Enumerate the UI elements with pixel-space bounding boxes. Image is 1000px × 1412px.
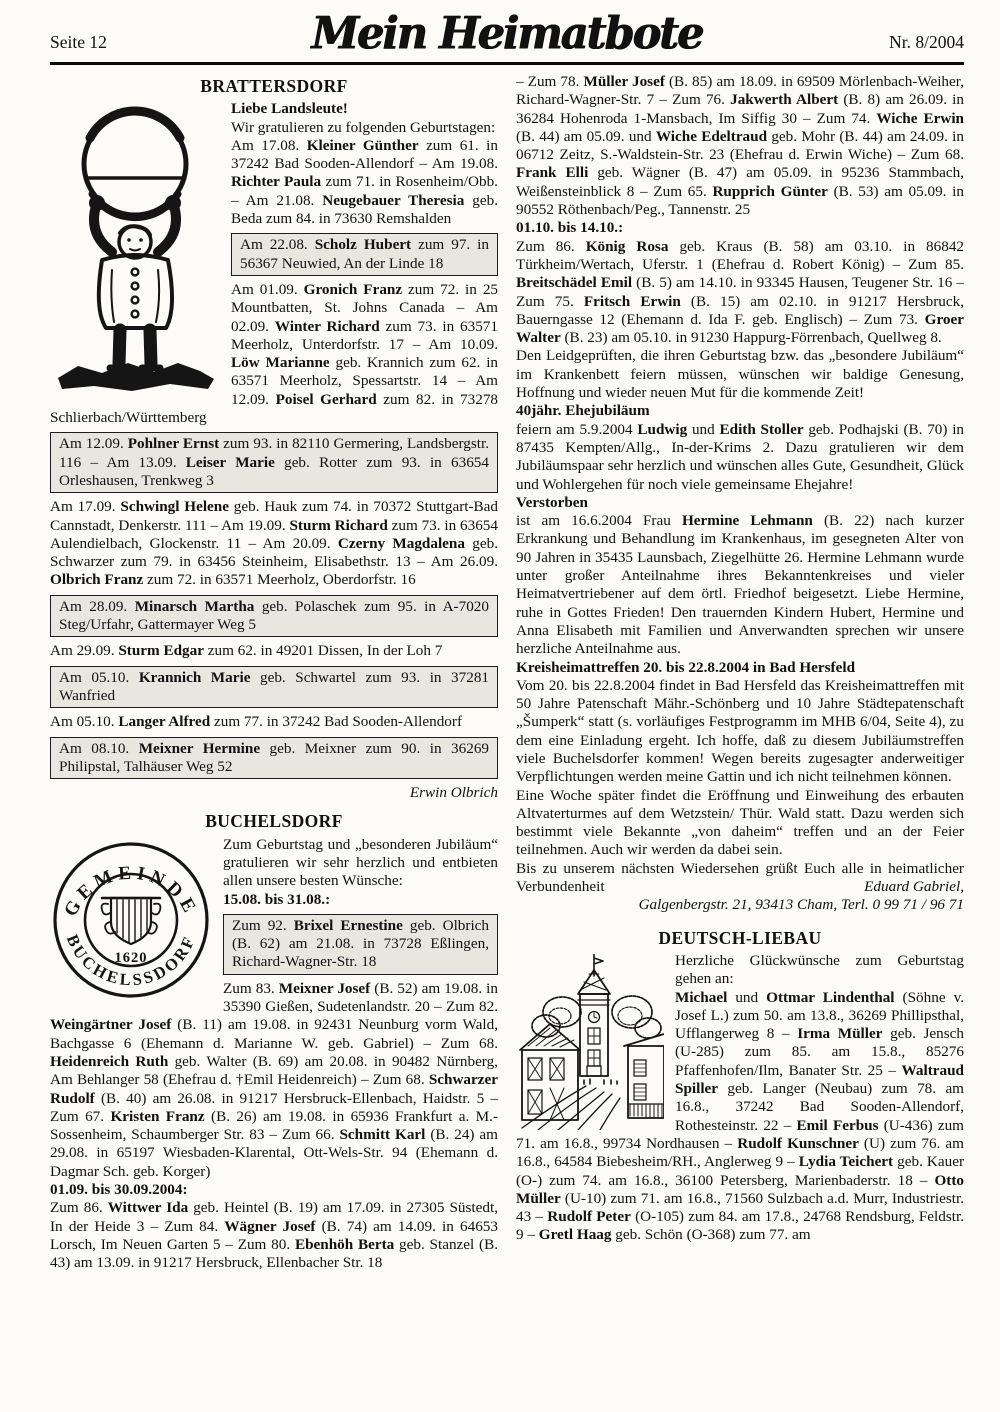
brattersdorf-signature: Erwin Olbrich bbox=[409, 784, 498, 802]
atlas-statue-image bbox=[50, 102, 220, 396]
buchelsdorf-september-birthdays: Zum 86. Wittwer Ida geb. Heintel (B. 19) am 17.09. in 27305 Süstedt, In der Heide 3 – Zum 84. Wägner Josef (B. 74) am 14.09. in 64653 Lorsch, Im Neuen Garten 5 – Zum 80. Ebenhöh Berta geb. Stanzel (B. 43) am 13.09. in 91217 Hersbruck, Ellenbacher Str. 18 bbox=[50, 1199, 499, 1272]
buchelsdorf-condolence-note: Den Leidgeprüften, die ihren Geburtstag bzw. das „besondere Jubiläum“ im Krankenbett feiern müssen, wünschen wir baldige Genesung, Hoffnung und wieder neuen Mut für die kommende Zeit! bbox=[516, 347, 964, 402]
buchelsdorf-signature-name: Eduard Gabriel, bbox=[864, 878, 964, 896]
buchelsdorf-september-birthdays-continued: – Zum 78. Müller Josef (B. 85) am 18.09. in 69509 Mörlenbach-Weiher, Richard-Wagner-Str. 7 – Zum 76. Jakwerth Albert (B. 8) am 26.09. in 36284 Hohenroda 1-Mansbach, Im Siffig 30 – Zum 74. Wiche Erwin (B. 44) am 05.09. und Wiche Edeltraud geb. Mohr (B. 44) am 24.09. in 06712 Zeitz, S.-Waldstein-Str. 23 (Ehefrau d. Erwin Wiche) – Zum 68. Frank Elli geb. Wägner (B. 47) am 05.09. in 95236 Stammbach, Weißensteinblick 8 – Zum 65. Rupprich Günter (B. 53) am 05.09. in 90552 Röthenbach/Peg., Tannenstr. 25 bbox=[516, 73, 965, 219]
buchelsdorf-range-october: 01.10. bis 14.10.: bbox=[516, 219, 624, 237]
buchelsdorf-range-september: 01.09. bis 30.09.2004: bbox=[50, 1181, 188, 1199]
masthead-logo: Mein Heimatbote bbox=[311, 7, 703, 61]
section-title-deutsch-liebau: DEUTSCH-LIEBAU bbox=[658, 927, 822, 948]
section-title-brattersdorf: BRATTERSDORF bbox=[200, 76, 348, 96]
buchelsdorf-signature-address: Galgenbergstr. 21, 93413 Cham, Terl. 0 99 71 / 96 71 bbox=[638, 896, 964, 914]
buchelsdorf-range-august: 15.08. bis 31.08.: bbox=[223, 890, 331, 908]
brattersdorf-sturm-line: Am 29.09. Sturm Edgar zum 62. in 49201 Dissen, In der Loh 7 bbox=[50, 642, 443, 660]
deutsch-liebau-birthdays: Michael und Ottmar Lindenthal (Söhne v. Josef L.) zum 50. am 13.8., 36269 Phillipsthal, Ufflangerweg 8 – Irma Müller geb. Jensch (U-285) zum 85. am 15.8., 85276 Pfaffenhofen/Ilm, Banater Str. 25 – Waltraud Spiller geb. Langer (Neubau) zum 78. am 16.8., 37242 Bad Sooden-Allendorf, Rothesteinstr. 22 – Emil Ferbus (U-436) zum 71. am 16.8., 99734 Nordhausen – Rudolf Kunschner (U) zum 76. am 16.8., 64584 Biebesheim/RH., Anglerweg 9 – Lydia Teichert geb. Kauer (O-) zum 74. am 16.8., 36100 Petersberg, Marienbaderstr. 18 – Otto Müller (U-10) zum 71. am 16.8., 71560 Sulzbach a.d. Murr, Industriestr. 43 – Rudolf Peter (O-105) zum 84. am 17.8., 24768 Rendsburg, Feldstr. 9 – Gretl Haag geb. Schön (O-368) zum 77. am bbox=[516, 988, 965, 1244]
right-column bbox=[516, 73, 964, 1273]
buchelsdorf-seal-image bbox=[50, 838, 212, 1002]
brattersdorf-intro: Wir gratulieren zu folgenden Geburtstagen: bbox=[231, 118, 496, 136]
page-header bbox=[50, 7, 964, 65]
seal-year: 1620 bbox=[114, 949, 148, 966]
highlight-box-minarsch: Am 28.09. Minarsch Martha geb. Polaschek zum 95. in A-7020 Steg/Urfahr, Gattermayer Weg 5 bbox=[50, 595, 498, 638]
buchelsdorf-august-birthdays: Zum 83. Meixner Josef (B. 52) am 19.08. in 35390 Gießen, Sudetenlandstr. 20 – Zum 82. Weingärtner Josef (B. 11) am 19.08. in 92431 Neunburg vorm Wald, Bachgasse 6 (Ehemann d. Marianne W. geb. Gabriel) – Zum 68. Heidenreich Ruth geb. Walter (B. 69) am 20.08. in 90482 Nürnberg, Am Behlanger 58 (Ehefrau d. †Emil Heidenreich) – Zum 68. Schwarzer Rudolf (B. 40) am 26.08. in 91217 Hersbruck-Ellenbach, Haidstr. 5 – Zum 67. Kristen Franz (B. 26) am 19.08. in 65936 Frankfurt a. M.-Sossenheim, Schaumberger Str. 83 – Zum 66. Schmitt Karl (B. 24) am 29.08. in 65197 Wiesbaden-Klarental, Ott-Wels-Str. 94 (Ehemann d. Dagmar Sch. geb. Korger) bbox=[50, 979, 498, 1180]
deutsch-liebau-intro: Herzliche Glückwünsche zum Geburtstag gehen an: bbox=[675, 951, 964, 988]
brattersdorf-langer-line: Am 05.10. Langer Alfred zum 77. in 37242 Bad Sooden-Allendorf bbox=[50, 713, 463, 731]
farewell-line: Bis zu unserem nächsten Wiedersehen grüßt Euch alle in heimatlicher Verbundenheit Eduard Gabriel, bbox=[516, 859, 964, 896]
svg-text:GEMEINDE bbox=[60, 862, 202, 920]
heimattreffen-paragraph-2: Eine Woche später findet die Eröffnung und Einweihung des erbauten Altvaterturmes auf dem Wetzstein/ Thür. Wald statt. Dazu werden sich bestimmt viele Bekannte „von daheim“ treffen und an der Feier teilnehmen. Auch wir werden da dabei sein. bbox=[516, 786, 964, 859]
brattersdorf-september-birthdays-1: Am 01.09. Gronich Franz zum 72. in 25 Mountbatten, St. Johns Canada – Am 02.09. Winter Richard zum 73. in 63571 Meerholz, Unterdorfstr. 17 – Am 10.09. Löw Marianne geb. Krannich zum 62. in 63571 Meerholz, Spessartstr. 14 – Am 12.09. Poisel Gerhard zum 82. in 73278 Schlierbach/Württemberg bbox=[50, 280, 499, 427]
buchelsdorf-october-birthdays: Zum 86. König Rosa geb. Kraus (B. 58) am 03.10. in 86842 Türkheim/Wertach, Uferstr. 1 (Ehefrau d. Robert König) – Zum 85. Breitschädel Emil (B. 5) am 14.10. in 93345 Hausen, Teugener Str. 16 – Zum 75. Fritsch Erwin (B. 15) am 02.10. in 91217 Hersbruck, Bauerngasse 12 (Ehemann d. Ida F. geb. Englisch) – Zum 73. Groer Walter (B. 23) am 05.10. in 91230 Happurg-Förrenbach, Quellweg 8. bbox=[516, 237, 965, 347]
highlight-box-krannich: Am 05.10. Krannich Marie geb. Schwartel zum 93. in 37281 Wanfried bbox=[50, 666, 498, 709]
seal-bottom-text: BUCHELSSDORF bbox=[62, 931, 200, 990]
page-number: Seite 12 bbox=[50, 32, 107, 52]
heimattreffen-paragraph-1: Vom 20. bis 22.8.2004 findet in Bad Hersfeld das Kreisheimattreffen mit 50 Jahre Patenschaft Mähr.-Schönberg und 10 Jahre Städtepatenschaft „Šumperk“ statt (s. vorläufiges Festprogramm im MHB 6/04, Seite 4), zu dem eine Einladung ergeht. Ich hoffe, daß zu diesem Jubiläumstreffen viele Buchelsdorfer kommen! Wegen bereits zugesagter anderweitiger Verpflichtungen werden meine Gattin und ich nicht teilnehmen können. bbox=[516, 676, 964, 786]
issue-number: Nr. 8/2004 bbox=[889, 32, 964, 52]
brattersdorf-september-birthdays-2: Am 17.09. Schwingl Helene geb. Hauk zum 74. in 70372 Stuttgart-Bad Cannstadt, Denkerstr. 111 – Am 19.09. Sturm Richard zum 73. in 63654 Aulendielbach, Glockenstr. 11 – Am 20.09. Czerny Magdalena geb. Schwarzer zum 79. in 63456 Steinheim, Elisabethstr. 13 – Am 26.09. Olbrich Franz zum 72. in 63571 Meerholz, Oberdorfstr. 16 bbox=[50, 498, 498, 589]
section-title-buchelsdorf: BUCHELSDORF bbox=[205, 811, 343, 832]
left-column bbox=[50, 73, 498, 1273]
anniversary-paragraph: feiern am 5.9.2004 Ludwig und Edith Stoller geb. Podhajski (B. 70) in 87435 Kempten/Allg., In-der-Krims 2. Dazu gratulieren wir dem Jubiläumspaar sehr herzlich und wünschen alles Gute, Gesundheit, Glück und Wohlergehen für noch viele gemeinsame Ehejahre! bbox=[516, 420, 965, 493]
heading-anniversary: 40jähr. Ehejubiläum bbox=[516, 402, 650, 420]
heading-deceased: Verstorben bbox=[516, 493, 588, 511]
highlight-box-pohlner: Am 12.09. Pohlner Ernst zum 93. in 82110 Germering, Landsbergstr. 116 – Am 13.09. Leiser Marie geb. Rotter zum 93. in 63654 Orleshausen, Trenkweg 3 bbox=[50, 432, 498, 493]
seal-top-text: GEMEINDE bbox=[60, 862, 202, 920]
content-columns bbox=[50, 73, 964, 1273]
obituary-paragraph: ist am 16.6.2004 Frau Hermine Lehmann (B. 22) nach kurzer Erkrankung und Behandlung im Krankenhaus, im gesegneten Alter von 90 Jahren in 35435 Launsbach, Ziegelhütte 26. Hermine Lehmann wurde unter großer Anteilnahme ihres Bekanntenkreises und vieler Heimatvertriebener auf dem örtl. Friedhof beigesetzt. Liebe Hermine, ruhe in Gottes Frieden! Den trauernden Kindern Hubert, Hermine und Anna Elisabeth mit Familien und Anverwandten sprechen wir unsere herzliche Anteilnahme aus. bbox=[516, 512, 964, 658]
brattersdorf-greeting: Liebe Landsleute! bbox=[231, 100, 348, 118]
highlight-box-scholz: Am 22.08. Scholz Hubert zum 97. in 56367 Neuwied, An der Linde 18 bbox=[231, 233, 498, 276]
brattersdorf-august-birthdays: Am 17.08. Kleiner Günther zum 61. in 37242 Bad Sooden-Allendorf – Am 19.08. Richter Paula zum 71. in Rosenheim/Obb. – Am 21.08. Neugebauer Theresia geb. Beda zum 84. in 73630 Remshalden bbox=[231, 136, 499, 228]
village-church-image bbox=[516, 954, 664, 1130]
highlight-box-brixel: Zum 92. Brixel Ernestine geb. Olbrich (B. 62) am 21.08. in 73728 Eßlingen, Richard-Wagner-Str. 18 bbox=[223, 914, 498, 975]
heading-heimattreffen: Kreisheimattreffen 20. bis 22.8.2004 in Bad Hersfeld bbox=[516, 658, 856, 676]
highlight-box-meixner-hermine: Am 08.10. Meixner Hermine geb. Meixner zum 90. in 36269 Philipstal, Talhäuser Weg 52 bbox=[50, 737, 498, 780]
buchelsdorf-intro: Zum Geburtstag und „besonderen Jubiläum“ gratulieren wir sehr herzlich und entbieten allen unsere besten Wünsche: bbox=[223, 835, 498, 890]
